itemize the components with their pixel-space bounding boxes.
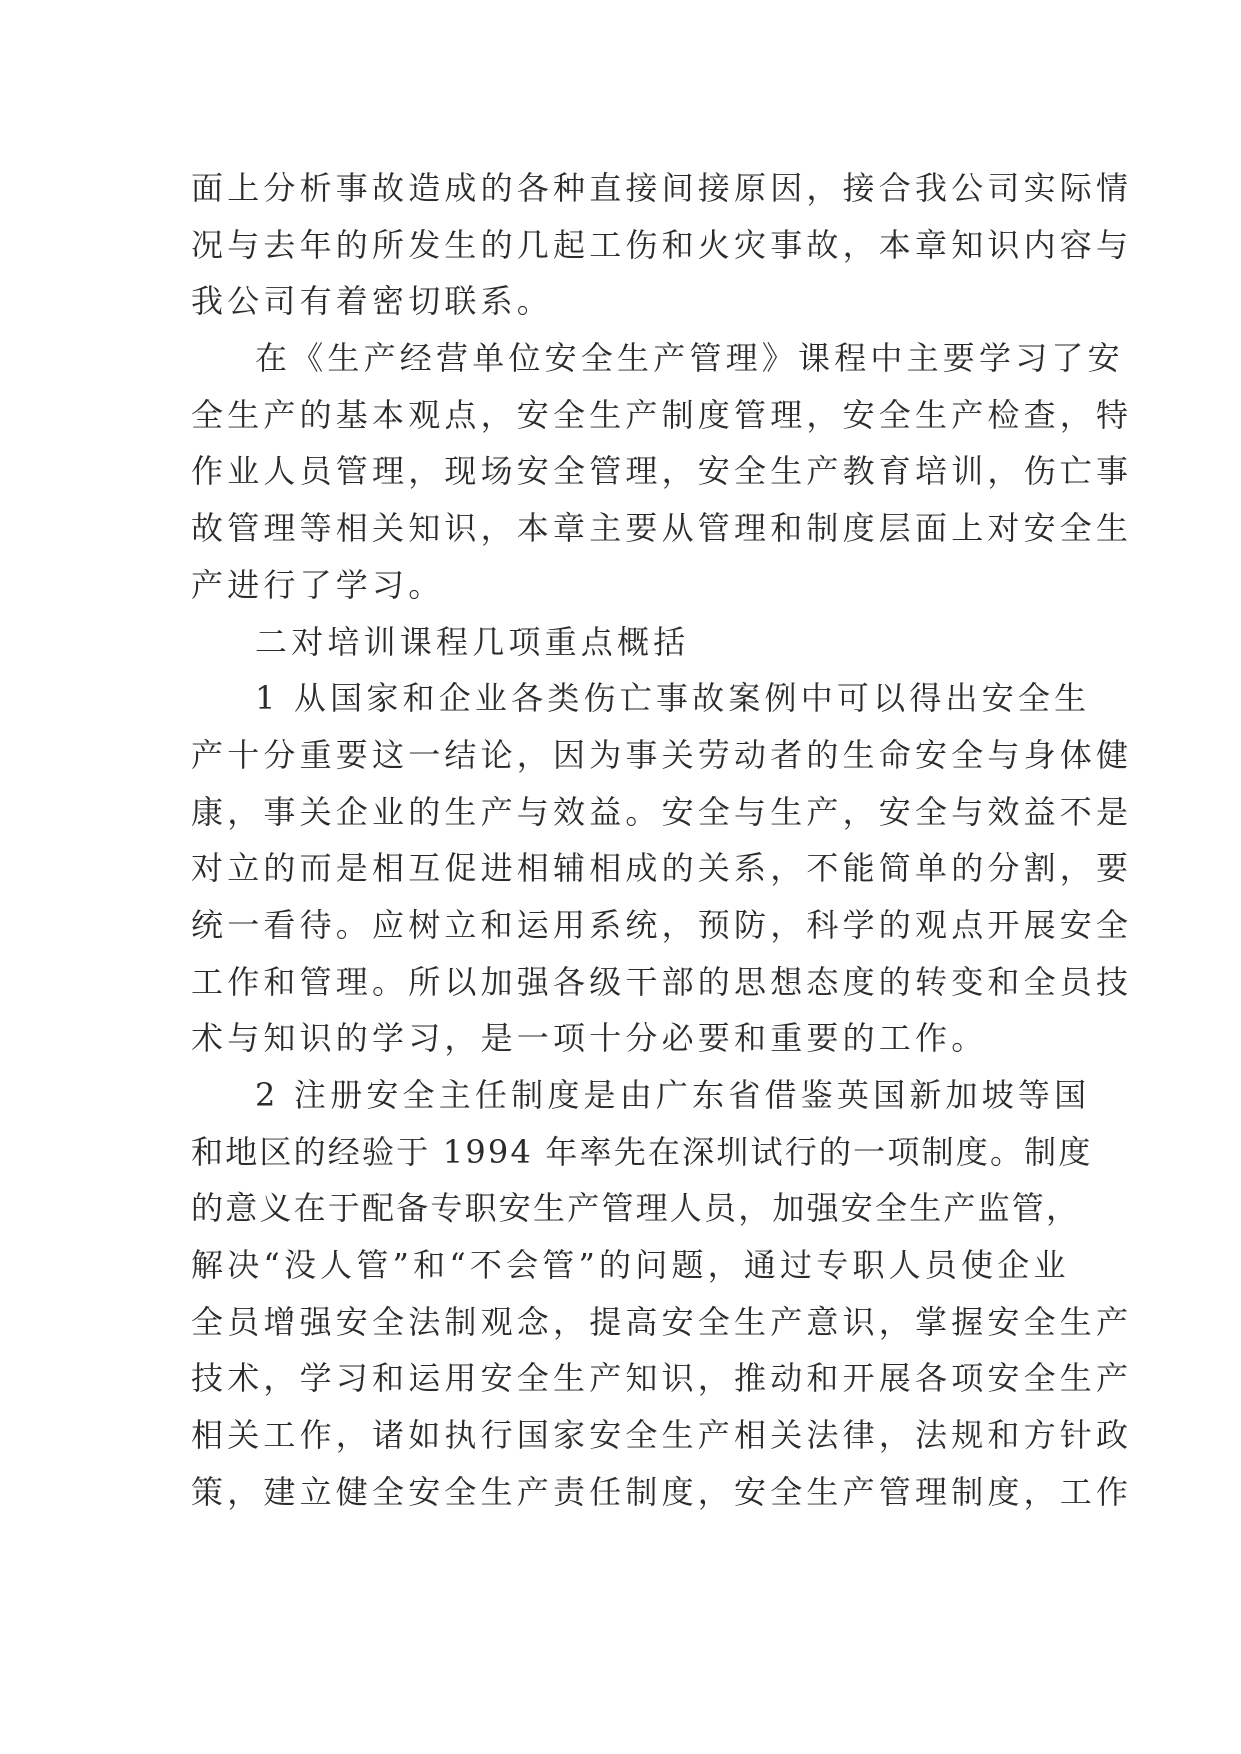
text-line: 况与去年的所发生的几起工伤和火灾事故，本章知识内容与 [191, 225, 1133, 264]
text-line: 统一看待。应树立和运用系统，预防，科学的观点开展安全 [191, 905, 1133, 944]
text-line: 解决“没人管”和“不会管”的问题，通过专职人员使企业 [191, 1246, 1070, 1285]
text-line: 术与知识的学习，是一项十分必要和重要的工作。 [191, 1019, 988, 1058]
text-line: 的意义在于配备专职安生产管理人员，加强安全生产监管， [191, 1189, 1081, 1228]
text-line: 和地区的经验于 1994 年率先在深圳试行的一项制度。制度 [191, 1132, 1093, 1171]
paragraph-first-line: 1 从国家和企业各类伤亡事故案例中可以得出安全生 [255, 679, 1091, 718]
paragraph-first-line: 在《生产经营单位安全生产管理》课程中主要学习了安 [255, 339, 1124, 378]
paragraph-first-line: 2 注册安全主任制度是由广东省借鉴英国新加坡等国 [255, 1076, 1091, 1114]
text-line: 康，事关企业的生产与效益。安全与生产，安全与效益不是 [191, 792, 1133, 831]
text-line: 故管理等相关知识，本章主要从管理和制度层面上对安全生 [191, 509, 1133, 548]
text-line: 产进行了学习。 [191, 565, 445, 604]
text-line: 策，建立健全安全生产责任制度，安全生产管理制度，工作 [191, 1472, 1133, 1511]
text-line: 产十分重要这一结论，因为事关劳动者的生命安全与身体健 [191, 735, 1133, 774]
section-heading: 二对培训课程几项重点概括 [255, 622, 690, 661]
text-line: 我公司有着密切联系。 [191, 282, 554, 321]
text-line: 全员增强安全法制观念，提高安全生产意识，掌握安全生产 [191, 1302, 1133, 1341]
text-line: 面上分析事故造成的各种直接间接原因，接合我公司实际情 [191, 169, 1133, 207]
text-line: 全生产的基本观点，安全生产制度管理，安全生产检查，特 [191, 395, 1133, 434]
text-line: 作业人员管理，现场安全管理，安全生产教育培训，伤亡事 [191, 452, 1133, 491]
text-line: 技术，学习和运用安全生产知识，推动和开展各项安全生产 [191, 1359, 1133, 1398]
text-line: 相关工作，诸如执行国家安全生产相关法律，法规和方针政 [191, 1416, 1133, 1455]
text-line: 对立的而是相互促进相辅相成的关系，不能简单的分割，要 [191, 849, 1133, 888]
text-line: 工作和管理。所以加强各级干部的思想态度的转变和全员技 [191, 962, 1133, 1001]
document-body [191, 160, 1133, 1521]
